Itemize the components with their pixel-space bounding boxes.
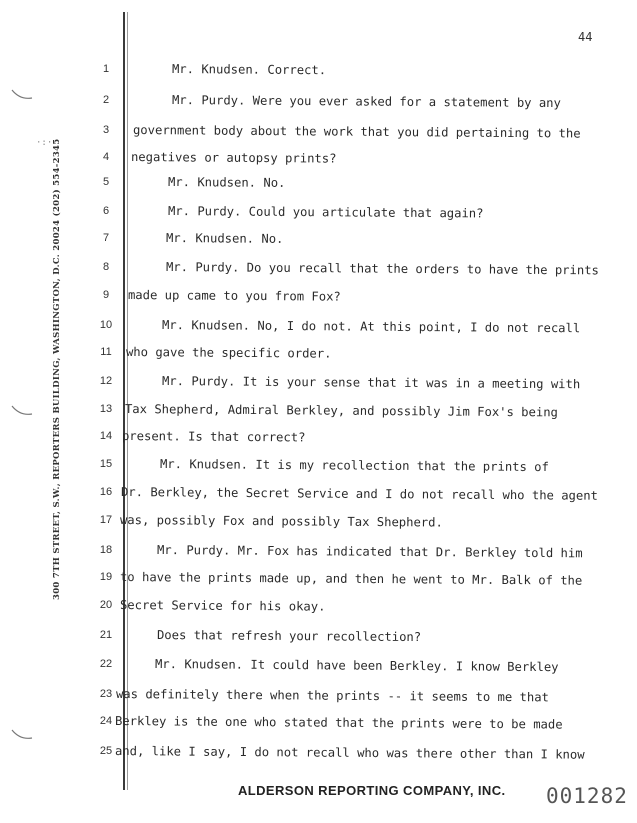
transcript-line: Berkley is the one who stated that the prints were to be made (114, 714, 563, 732)
binder-hole-mark (10, 404, 34, 418)
line-number: 14 (99, 430, 113, 442)
binder-hole-mark (10, 88, 34, 102)
scan-speck: ·:· (36, 138, 53, 148)
line-number: 4 (102, 151, 110, 163)
transcript-line: Mr. Knudsen. It could have been Berkley. I know Berkley (154, 657, 559, 675)
transcript-line: Mr. Purdy. It is your sense that it was in a meeting with (161, 374, 581, 392)
line-number: 7 (102, 232, 110, 244)
line-number: 1 (102, 63, 110, 75)
transcript-line: Mr. Knudsen. No, I do not. At this point, I do not recall (161, 318, 581, 336)
reporting-company-footer: ALDERSON REPORTING COMPANY, INC. (238, 783, 506, 798)
transcript-line: to have the prints made up, and then he went to Mr. Balk of the (119, 570, 583, 588)
line-number: 19 (99, 571, 113, 583)
line-number: 18 (99, 544, 113, 556)
transcript-line: and, like I say, I do not recall who was there other than I know (114, 744, 585, 762)
transcript-line: Does that refresh your recollection? (156, 628, 422, 645)
line-number: 9 (102, 289, 110, 301)
line-number: 16 (99, 486, 113, 498)
transcript-line: Tax Shepherd, Admiral Berkley, and possibly Jim Fox's being (124, 402, 558, 420)
line-number: 22 (99, 658, 113, 670)
line-number: 3 (102, 124, 110, 136)
transcript-line: made up came to you from Fox? (127, 288, 341, 304)
reporter-address-sidebar: 300 7TH STREET, S.W., REPORTERS BUILDING, WASHINGTON, D.C. 20024 (202) 554-2345 (52, 138, 62, 600)
line-number: 23 (99, 688, 113, 700)
transcript-line: present. Is that correct? (121, 429, 306, 445)
line-number: 15 (99, 458, 113, 470)
bates-stamp: 001282 (546, 784, 628, 808)
transcript-line: was definitely there when the prints -- it seems to me that (115, 687, 549, 705)
line-number: 25 (99, 745, 113, 757)
line-number: 24 (99, 715, 113, 727)
line-number: 5 (102, 176, 110, 188)
transcript-line: Mr. Knudsen. No. (167, 175, 286, 190)
margin-rule-inner (127, 12, 128, 790)
transcript-line: Secret Service for his okay. (119, 598, 326, 614)
transcript-line: government body about the work that you did pertaining to the (132, 123, 581, 141)
transcript-line: Mr. Knudsen. Correct. (171, 62, 327, 78)
binder-hole-mark (10, 728, 34, 742)
line-number: 10 (99, 319, 113, 331)
transcript-line: Mr. Knudsen. It is my recollection that the prints of (159, 457, 549, 475)
line-number: 11 (100, 346, 112, 358)
page-number: 44 (578, 30, 593, 44)
line-number: 2 (102, 94, 110, 106)
transcript-line: negatives or autopsy prints? (130, 150, 337, 166)
transcript-line: was, possibly Fox and possibly Tax Shepherd. (119, 513, 443, 530)
transcript-line: Mr. Purdy. Mr. Fox has indicated that Dr. Berkley told him (156, 543, 583, 561)
transcript-line: who gave the specific order. (125, 345, 332, 361)
line-number: 13 (99, 403, 113, 415)
transcript-line: Mr. Purdy. Could you articulate that again? (167, 204, 484, 221)
line-number: 20 (99, 599, 113, 611)
line-number: 6 (102, 205, 110, 217)
transcript-line: Mr. Purdy. Do you recall that the orders to have the prints (165, 260, 599, 278)
transcript-line: Dr. Berkley, the Secret Service and I do not recall who the agent (120, 485, 598, 503)
line-number: 12 (99, 375, 113, 387)
transcript-line: Mr. Knudsen. No. (165, 231, 284, 246)
transcript-line: Mr. Purdy. Were you ever asked for a statement by any (171, 93, 561, 111)
line-number: 8 (102, 261, 110, 273)
line-number: 21 (99, 629, 113, 641)
line-number: 17 (99, 514, 113, 526)
